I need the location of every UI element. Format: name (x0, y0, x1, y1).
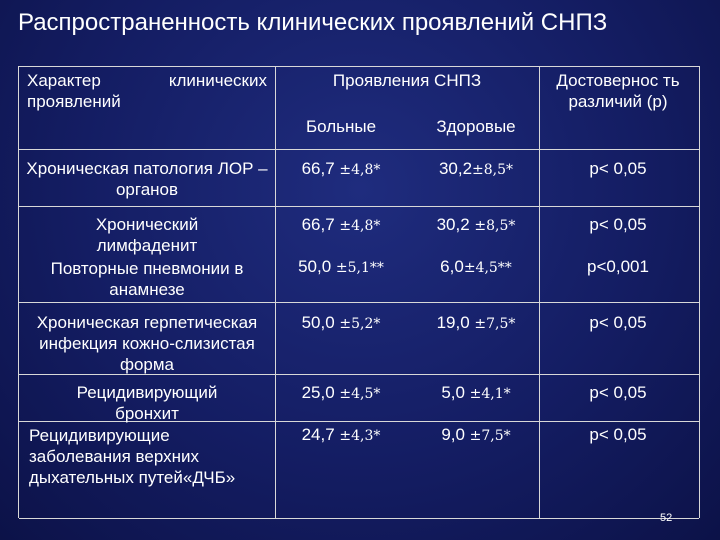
healthy-mean: 30,2 (438, 159, 473, 178)
healthy-value (411, 312, 541, 335)
header-healthy: Здоровые (436, 117, 516, 136)
header-characteristic-word3: проявлений (27, 92, 121, 111)
row-name-text: Рецидивирующий бронхит (76, 383, 218, 423)
row-name (23, 214, 271, 255)
row-name: Рецидивирующие заболевания верхних дыхательных путей«ДЧБ» (29, 426, 236, 487)
row-name (23, 382, 271, 423)
healthy-value (411, 382, 541, 405)
slide-title: Распространенность клинических проявлений СНПЗ (18, 9, 608, 36)
sick-mean: 25,0 (301, 383, 340, 402)
healthy-mean: 9,0 (441, 425, 470, 444)
header-divider (19, 149, 699, 150)
sick-mean: 66,7 (301, 215, 340, 234)
page-number: 52 (660, 512, 673, 524)
row-name (23, 312, 271, 372)
sick-error: ±4,5* (339, 386, 381, 402)
healthy-value (411, 214, 541, 237)
healthy-mean: 6,0 (440, 257, 464, 276)
row-name-text: Хроническая герпетическая инфекция кожно-слизистая форма (36, 313, 258, 374)
healthy-mean: 19,0 (436, 313, 475, 332)
healthy-value (411, 256, 541, 279)
header-manifestations: Проявления СНПЗ (332, 71, 482, 90)
sick-error: ±4,8* (339, 162, 381, 178)
p-value: р< 0,05 (589, 313, 647, 332)
table-border-top (19, 66, 699, 67)
sick-error: ±5,2* (339, 316, 381, 332)
healthy-error: ±7,5* (474, 316, 516, 332)
sick-value (281, 256, 401, 279)
header-characteristic (27, 70, 267, 112)
healthy-error: ±4,1* (469, 386, 511, 402)
healthy-value (411, 424, 541, 447)
sick-mean: 66,7 (301, 159, 340, 178)
row-divider (19, 206, 699, 207)
row-divider (19, 302, 699, 303)
col-divider (275, 66, 276, 518)
sick-error: ±4,8* (339, 218, 381, 234)
table-border-bottom (19, 518, 699, 519)
row-name-text: Повторные пневмонии в анамнезе (50, 259, 244, 299)
p-value: р< 0,05 (589, 425, 647, 444)
header-characteristic-word2: клинических (168, 71, 267, 90)
sick-mean: 50,0 (298, 257, 336, 276)
p-value: р<0,001 (587, 257, 649, 276)
row-name: Хроническая патология ЛОР – органов (26, 159, 268, 199)
row-name-text: Хронический лимфаденит (95, 215, 199, 255)
sick-value (281, 214, 401, 237)
healthy-error: ±7,5* (469, 428, 511, 444)
p-value: р< 0,05 (589, 383, 647, 402)
header-characteristic-word1: Характер (27, 71, 101, 90)
healthy-mean: 30,2 (436, 215, 475, 234)
sick-error: ±4,3* (339, 428, 381, 444)
p-value: р< 0,05 (589, 159, 647, 178)
header-significance: Достовернос ть различий (р) (556, 71, 680, 111)
sick-mean: 50,0 (301, 313, 340, 332)
sick-value (281, 424, 401, 447)
sick-value (281, 312, 401, 335)
sick-value (281, 382, 401, 405)
p-value: р< 0,05 (589, 215, 647, 234)
header-sick: Больные (305, 117, 377, 136)
sick-value (281, 158, 401, 181)
sick-mean: 24,7 (301, 425, 340, 444)
healthy-error: ±4,5** (463, 260, 512, 276)
data-table (18, 66, 700, 518)
healthy-mean: 5,0 (441, 383, 470, 402)
row-name (23, 258, 271, 300)
healthy-error: ±8,5* (472, 162, 514, 178)
healthy-error: ±8,5* (474, 218, 516, 234)
healthy-value (411, 158, 541, 181)
sick-error: ±5,1** (335, 260, 384, 276)
